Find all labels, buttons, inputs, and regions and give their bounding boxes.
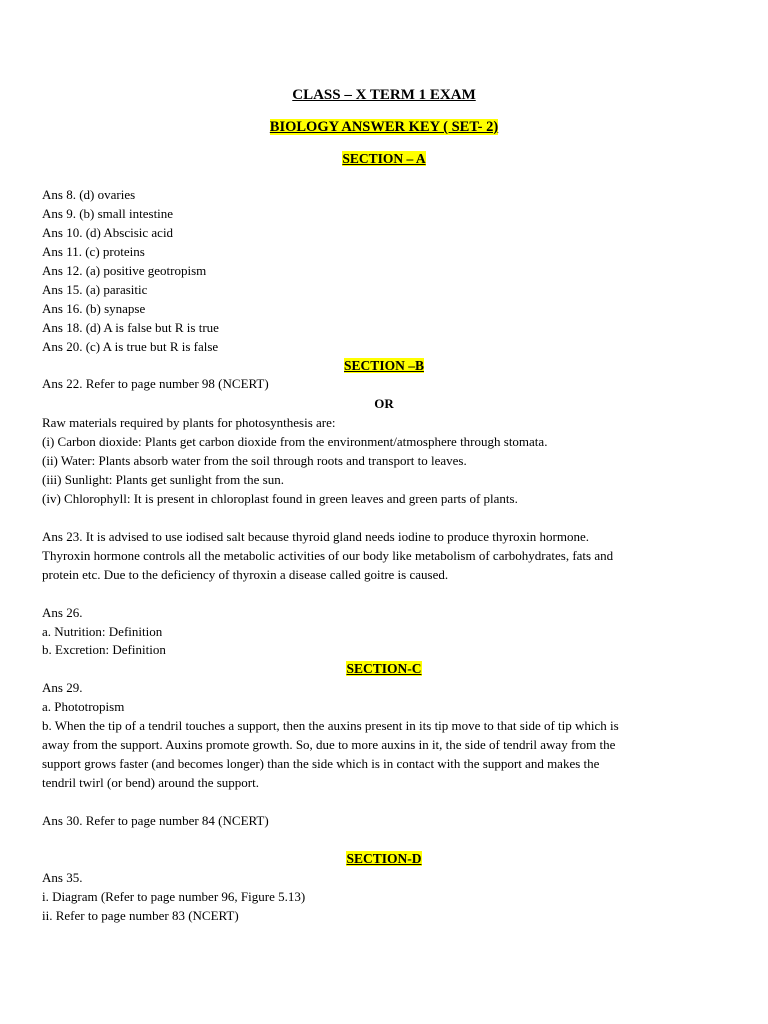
- answer-line: Ans 12. (a) positive geotropism: [42, 263, 207, 278]
- answer-line: b. When the tip of a tendril touches a support, then the auxins present in its tip move to that side of tip which is: [42, 718, 619, 733]
- answer-line: Ans 18. (d) A is false but R is true: [42, 320, 219, 335]
- answer-line: Ans 10. (d) Abscisic acid: [42, 225, 174, 240]
- answer-line: Thyroxin hormone controls all the metabolic activities of our body like metabolism of carbohydrates, fats and: [42, 548, 614, 563]
- answer-line: (ii) Water: Plants absorb water from the soil through roots and transport to leaves.: [42, 453, 467, 468]
- section-c-heading-text: SECTION-C: [346, 661, 422, 676]
- answer-line: Ans 29.: [42, 680, 83, 695]
- answer-line: Ans 8. (d) ovaries: [42, 187, 136, 202]
- answer-line: Ans 15. (a) parasitic: [42, 282, 148, 297]
- section-d-heading: [0, 850, 768, 867]
- doc-title-text: CLASS – X TERM 1 EXAM: [292, 87, 476, 103]
- section-b-heading: [0, 357, 768, 374]
- answer-line: Ans 20. (c) A is true but R is false: [42, 339, 219, 354]
- answer-line: protein etc. Due to the deficiency of thyroxin a disease called goitre is caused.: [42, 567, 449, 582]
- doc-title: [0, 87, 768, 104]
- section-c-heading: [0, 660, 768, 677]
- section-a-heading-text: SECTION – A: [342, 151, 426, 166]
- answer-line: (iii) Sunlight: Plants get sunlight from the sun.: [42, 472, 284, 487]
- answer-line: b. Excretion: Definition: [42, 642, 166, 657]
- answer-line: i. Diagram (Refer to page number 96, Figure 5.13): [42, 889, 306, 904]
- answer-line: Ans 9. (b) small intestine: [42, 206, 174, 221]
- answer-line: Raw materials required by plants for photosynthesis are:: [42, 415, 336, 430]
- answer-line: (i) Carbon dioxide: Plants get carbon dioxide from the environment/atmosphere through stomata.: [42, 434, 548, 449]
- doc-subtitle: [0, 119, 768, 136]
- answer-line: a. Phototropism: [42, 699, 125, 714]
- doc-subtitle-text: BIOLOGY ANSWER KEY ( SET- 2): [269, 119, 499, 135]
- answer-line: away from the support. Auxins promote growth. So, due to more auxins in it, the side of tendril away from the: [42, 737, 616, 752]
- answer-line: a. Nutrition: Definition: [42, 624, 163, 639]
- answer-line: Ans 11. (c) proteins: [42, 244, 145, 259]
- answer-line: Ans 30. Refer to page number 84 (NCERT): [42, 813, 269, 828]
- section-b-heading-text: SECTION –B: [344, 358, 424, 373]
- answer-line: tendril twirl (or bend) around the support.: [42, 775, 259, 790]
- section-d-heading-text: SECTION-D: [346, 851, 422, 866]
- answer-line: Ans 23. It is advised to use iodised salt because thyroid gland needs iodine to produce thyroxin hormone.: [42, 529, 589, 544]
- or-divider: OR: [374, 396, 394, 411]
- answer-line: Ans 16. (b) synapse: [42, 301, 146, 316]
- answer-line: ii. Refer to page number 83 (NCERT): [42, 908, 239, 923]
- answer-line: support grows faster (and becomes longer) than the side which is in contact with the support and makes the: [42, 756, 600, 771]
- answer-line: (iv) Chlorophyll: It is present in chloroplast found in green leaves and green parts of plants.: [42, 491, 518, 506]
- answer-line: Ans 22. Refer to page number 98 (NCERT): [42, 376, 269, 391]
- answer-line: Ans 26.: [42, 605, 83, 620]
- answer-line: Ans 35.: [42, 870, 83, 885]
- section-a-heading: [0, 150, 768, 167]
